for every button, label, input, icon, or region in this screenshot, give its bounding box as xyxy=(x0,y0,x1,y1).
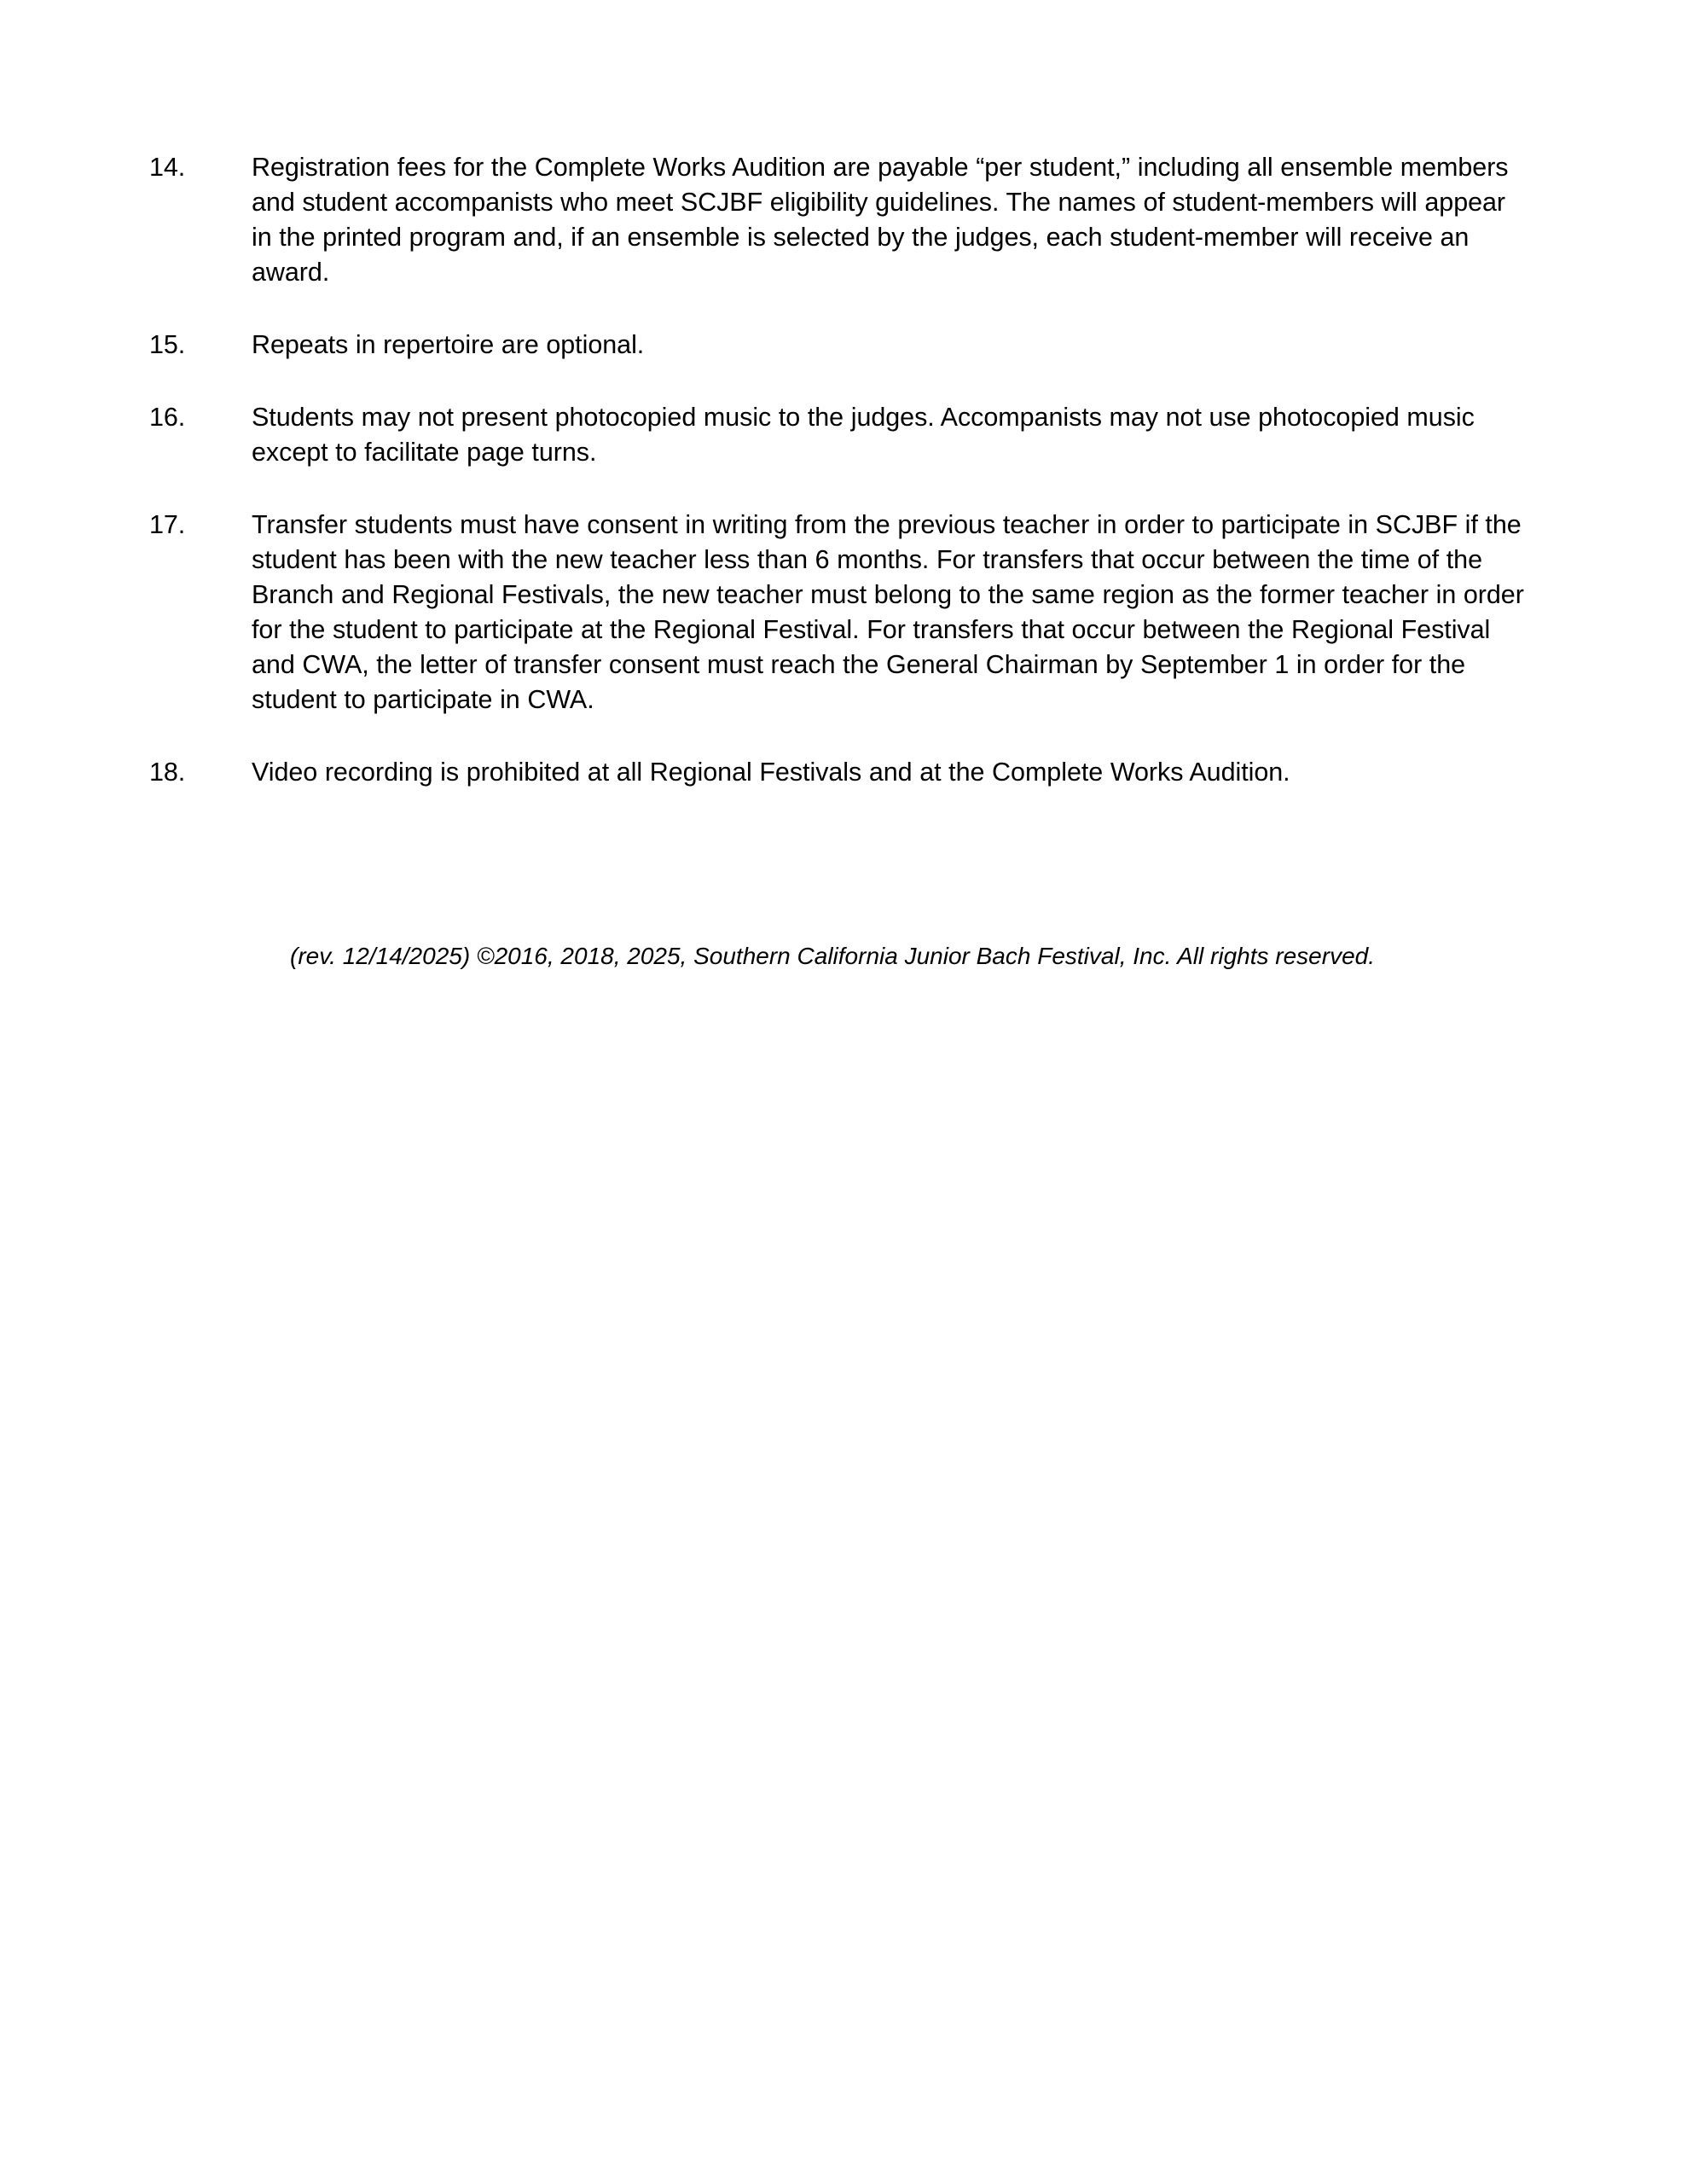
rule-item-16 xyxy=(149,400,1527,470)
rule-item-18 xyxy=(149,755,1527,790)
rule-text-14: Registration fees for the Complete Works Audition are payable “per student,” including all ensemble members and student accompanists who meet SCJBF eligibility guidelines. The names of student-members will appear in the printed program and, if an ensemble is selected by the judges, each student-member will receive an award. xyxy=(252,153,1509,287)
rule-item-14 xyxy=(149,150,1527,290)
rule-number-17: 17. xyxy=(149,510,186,539)
rule-text-15: Repeats in repertoire are optional. xyxy=(252,330,645,359)
rule-text-18: Video recording is prohibited at all Regional Festivals and at the Complete Works Audition. xyxy=(252,758,1290,787)
rule-item-17 xyxy=(149,508,1527,717)
rule-number-16: 16. xyxy=(149,403,186,432)
rule-number-15: 15. xyxy=(149,330,186,359)
rule-number-14: 14. xyxy=(149,153,186,182)
rules-list xyxy=(149,150,1527,828)
rule-number-18: 18. xyxy=(149,758,186,787)
rule-item-15 xyxy=(149,328,1527,363)
rule-text-16: Students may not present photocopied music to the judges. Accompanists may not use photocopied music except to facilitate page turns. xyxy=(252,403,1475,467)
rule-text-17: Transfer students must have consent in writing from the previous teacher in order to participate in SCJBF if the student has been with the new teacher less than 6 months. For transfers that occur between the time of the Branch and Regional Festivals, the new teacher must belong to the same region as the former teacher in order for the student to participate at the Regional Festival. For transfers that occur between the Regional Festival and CWA, the letter of transfer consent must reach the General Chairman by September 1 in order for the student to participate in CWA. xyxy=(252,510,1524,714)
revision-copyright-footer: (rev. 12/14/2025) ©2016, 2018, 2025, Southern California Junior Bach Festival, Inc. All rights reserved. xyxy=(290,943,1375,969)
